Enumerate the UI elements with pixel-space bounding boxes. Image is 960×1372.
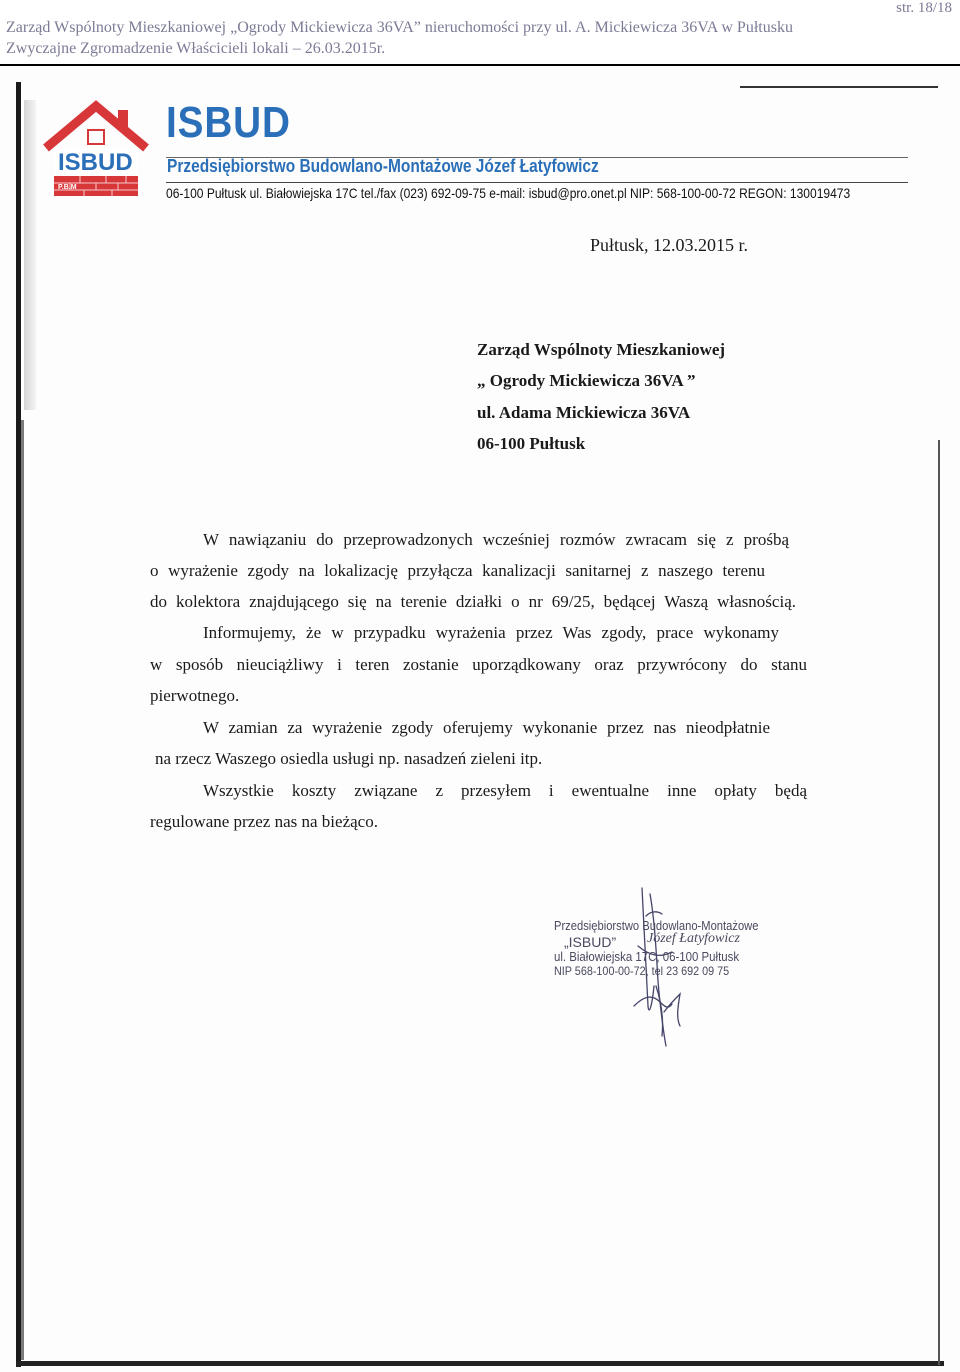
body-line: w sposób nieuciążliwy i teren zostanie uporządkowany oraz przywrócony do stanu [150, 655, 807, 674]
body-line: W nawiązaniu do przeprowadzonych wcześniej rozmów zwracam się z prośbą [203, 530, 789, 549]
running-header [0, 0, 960, 66]
logo-subtext: P.B.M [58, 184, 77, 191]
brand-name: ISBUD [166, 98, 291, 147]
scan-edge-bottom [16, 1361, 944, 1366]
body-line: do kolektora znajdującego się na terenie działki o nr 69/25, będącej Waszą własnością. [150, 592, 796, 611]
running-header-subtitle: Zwyczajne Zgromadzenie Właścicieli lokali – 26.03.2015r. [6, 40, 386, 57]
body-line: o wyrażenie zgody na lokalizację przyłącza kanalizacji sanitarnej z naszego terenu [150, 561, 765, 580]
scan-edge-right [938, 440, 940, 1365]
stamp-line: „ISBUD” [564, 934, 617, 950]
place-date: Pułtusk, 12.03.2015 r. [590, 235, 749, 255]
running-header-title: Zarząd Wspólnoty Mieszkaniowej „Ogrody Mickiewicza 36VA” nieruchomości przy ul. A. Mickiewicza 36VA w Pułtusku [6, 19, 793, 36]
body-line: na rzecz Waszego osiedla usługi np. nasadzeń zieleni itp. [155, 749, 543, 768]
body-line: regulowane przez nas na bieżąco. [150, 812, 378, 831]
body-line: pierwotnego. [150, 686, 240, 705]
stamp-line: ul. Białowiejska 17C, 06-100 Pułtusk [554, 949, 740, 964]
recipient-line: ul. Adama Mickiewicza 36VA [477, 403, 691, 422]
page-number: str. 18/18 [896, 0, 952, 16]
recipient-line: „ Ogrody Mickiewicza 36VA ” [477, 371, 696, 390]
letterhead-rule-bottom [166, 182, 908, 183]
scan-edge-left-shadow [21, 420, 24, 1360]
stamp-line: Przedsiębiorstwo Budowlano-Montażowe [554, 918, 759, 933]
isbud-house-logo [40, 100, 152, 200]
recipient-line: Zarząd Wspólnoty Mieszkaniowej [477, 340, 726, 359]
logo-text: ISBUD [58, 149, 133, 176]
body-line: W zamian za wyrażenie zgody oferujemy wykonanie przez nas nieodpłatnie [203, 718, 770, 737]
body-line: Wszystkie koszty związane z przesyłem i ewentualne inne opłaty będą [203, 781, 807, 800]
stamp-line: NIP 568-100-00-72, tel 23 692 09 75 [554, 964, 730, 978]
scan-edge-strip [24, 100, 36, 410]
recipient-line: 06-100 Pułtusk [477, 434, 586, 453]
stamp-owner-name: Józef Łatyfowicz [647, 931, 740, 946]
company-contact: 06-100 Pułtusk ul. Białowiejska 17C tel./fax (023) 692-09-75 e-mail: isbud@pro.onet.pl NIP: 568-100-00-72 REGON: 130019473 [166, 185, 851, 201]
scan-top-rule [740, 86, 938, 88]
body-line: Informujemy, że w przypadku wyrażenia przez Was zgody, prace wykonamy [203, 623, 779, 642]
company-name: Przedsiębiorstwo Budowlano-Montażowe Józef Łatyfowicz [167, 156, 599, 176]
